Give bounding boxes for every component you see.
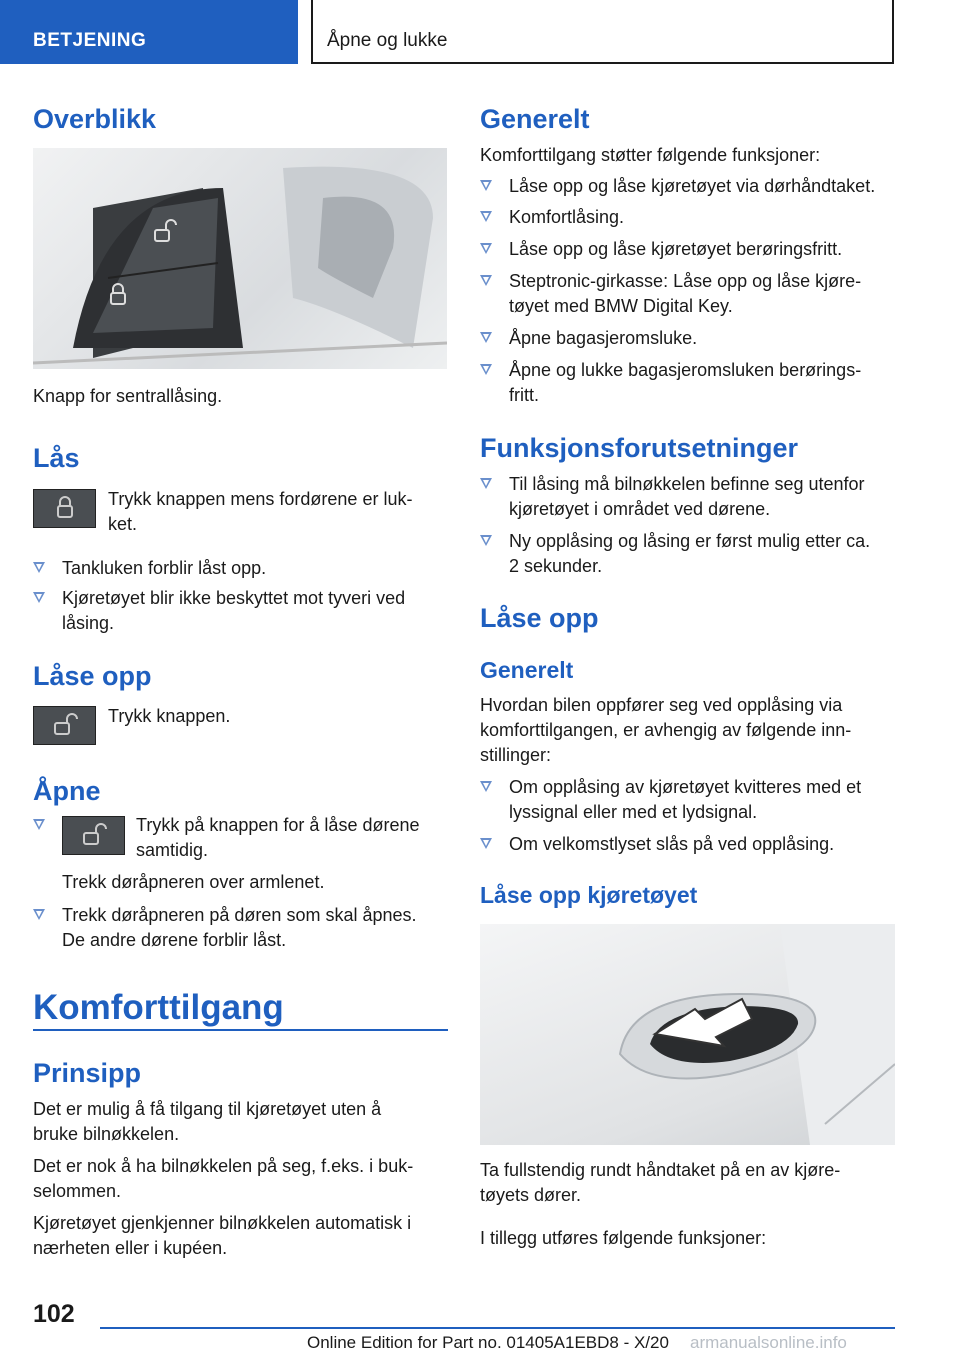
heading-rule bbox=[33, 1029, 448, 1031]
heading-laase-opp-kjoretoyet: Låse opp kjøretøyet bbox=[480, 882, 698, 908]
list-item: Låse opp og låse kjøretøyet berøringsfritt. bbox=[480, 237, 895, 262]
header-section-tab bbox=[0, 0, 298, 64]
footer-watermark: armanualsonline.info bbox=[690, 1333, 847, 1352]
list-item: Kjøretøyet blir ikke beskyttet mot tyveri ved låsing. bbox=[33, 586, 448, 636]
heading-overblikk: Overblikk bbox=[33, 104, 157, 134]
caption-central-locking: Knapp for sentrallåsing. bbox=[33, 386, 223, 406]
list-item: Trekk døråpneren på døren som skal åpnes. De andre dørene forblir låst. bbox=[33, 903, 448, 953]
bullet-icon bbox=[480, 275, 492, 286]
bullet-icon bbox=[33, 592, 45, 603]
bullet-icon bbox=[480, 332, 492, 343]
page-number: 102 bbox=[33, 1300, 75, 1328]
prinsipp-p3: Kjøretøyet gjenkjenner bilnøkkelen automatisk i nærheten eller i kupéen. bbox=[33, 1213, 412, 1258]
heading-funksjonsforutsetninger: Funksjonsforutsetninger bbox=[480, 433, 799, 463]
list-item: Ny opplåsing og låsing er først mulig etter ca. 2 sekunder. bbox=[480, 529, 895, 579]
list-item: Om velkomstlyset slås på ved opplåsing. bbox=[480, 832, 895, 857]
laase-opp-text: Trykk knappen. bbox=[108, 706, 231, 726]
bullet-icon bbox=[480, 211, 492, 222]
prinsipp-p2: Det er nok å ha bilnøkkelen på seg, f.eks. i buk- selommen. bbox=[33, 1156, 414, 1201]
list-item: Om opplåsing av kjøretøyet kvitteres med et lyssignal eller med et lydsignal. bbox=[480, 775, 895, 825]
heading-generelt: Generelt bbox=[480, 104, 590, 134]
heading-aapne: Åpne bbox=[33, 776, 101, 806]
unlock-button-icon bbox=[62, 816, 125, 855]
door-handle-photo bbox=[480, 924, 895, 1145]
list-item: Tankluken forblir låst opp. bbox=[33, 556, 448, 581]
laase-opp-kjt-p2: I tillegg utføres følgende funksjoner: bbox=[480, 1228, 767, 1248]
list-item: Komfortlåsing. bbox=[480, 205, 895, 230]
generelt-intro: Komforttilgang støtter følgende funksjoner: bbox=[480, 145, 821, 165]
list-item: Låse opp og låse kjøretøyet via dørhåndtaket. bbox=[480, 174, 895, 199]
laase-opp-kjt-p1: Ta fullstendig rundt håndtaket på en av kjøre- tøyets dører. bbox=[480, 1160, 841, 1205]
heading-laase-opp-right: Låse opp bbox=[480, 603, 599, 633]
header-chapter-box bbox=[311, 0, 894, 64]
bullet-icon bbox=[33, 819, 45, 830]
list-item: Trykk på knappen for å låse dørene samtidig. Trekk døråpneren over armlenet. bbox=[33, 813, 448, 895]
bullet-icon bbox=[480, 180, 492, 191]
bullet-icon bbox=[480, 838, 492, 849]
bullet-icon bbox=[480, 781, 492, 792]
prinsipp-p1: Det er mulig å få tilgang til kjøretøyet uten å bruke bilnøkkelen. bbox=[33, 1099, 382, 1144]
heading-komforttilgang: Komforttilgang bbox=[33, 988, 284, 1027]
footer-rule bbox=[100, 1327, 895, 1329]
unlock-button-icon bbox=[33, 706, 96, 745]
bullet-icon bbox=[480, 535, 492, 546]
bullet-icon bbox=[33, 909, 45, 920]
header-section: BETJENING bbox=[33, 30, 147, 51]
central-locking-photo bbox=[33, 148, 447, 369]
bullet-icon bbox=[480, 478, 492, 489]
list-item: Til låsing må bilnøkkelen befinne seg utenfor kjøretøyet i området ved dørene. bbox=[480, 472, 895, 522]
list-item: Steptronic-girkasse: Låse opp og låse kjøre- tøyet med BMW Digital Key. bbox=[480, 269, 895, 319]
generelt2-intro: Hvordan bilen oppfører seg ved opplåsing via komforttilgangen, er avhengig av følgende inn- stillinger: bbox=[480, 695, 852, 765]
list-item: Åpne bagasjeromsluke. bbox=[480, 326, 895, 351]
heading-prinsipp: Prinsipp bbox=[33, 1058, 142, 1088]
lock-button-icon bbox=[33, 489, 96, 528]
heading-laase-opp: Låse opp bbox=[33, 661, 152, 691]
bullet-icon bbox=[480, 243, 492, 254]
bullet-icon bbox=[480, 364, 492, 375]
list-item: Åpne og lukke bagasjeromsluken berørings- fritt. bbox=[480, 358, 895, 408]
footer-edition: Online Edition for Part no. 01405A1EBD8 - X/20 bbox=[307, 1333, 669, 1352]
bullet-icon bbox=[33, 562, 45, 573]
heading-laas: Lås bbox=[33, 443, 80, 473]
header-chapter: Åpne og lukke bbox=[327, 30, 448, 51]
heading-generelt-2: Generelt bbox=[480, 657, 574, 683]
laas-text: Trykk knappen mens fordørene er luk- ket. bbox=[108, 489, 413, 534]
